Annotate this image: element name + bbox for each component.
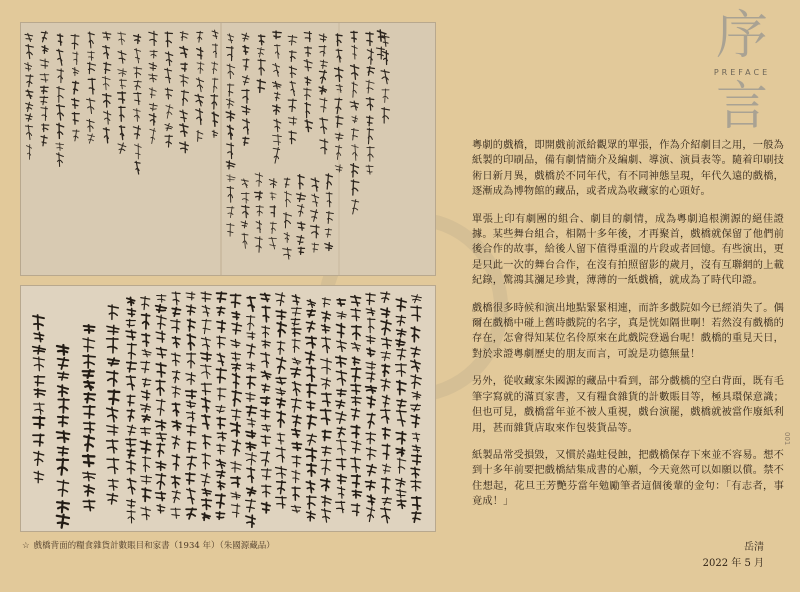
- preface-body: [472, 138, 784, 522]
- title-char-2: 言: [715, 77, 768, 137]
- document-photo-letter: [20, 285, 436, 532]
- handwriting-ledger-image: [21, 23, 435, 275]
- paragraph: 另外，從收藏家朱國源的藏品中看到，部分戲橋的空白背面，既有毛筆字寫就的滿頁家書，又有糧食雜貨的計數賬目等，極具環保意識；但也可見，戲橋當年並不被人重視，戲台演罷，戲橋就被當作廢紙利用，甚而雜貨店取來作包裝貨品等。: [472, 376, 784, 434]
- paragraph: 紙製品常受損毀，又慣於蟲蛀侵蝕，把戲橋保存下來並不容易。想不到十多年前要把戲橋結集成書的心願，今天竟然可以如願以償。禁不住想起，花旦王芳艷芬當年勉勵筆者這個後輩的金句：「有志者，事竟成！」: [472, 449, 784, 508]
- title-english: PREFACE: [713, 68, 771, 77]
- document-photo-ledger: [20, 22, 436, 276]
- title-char-1: 序: [715, 6, 768, 66]
- paragraph: 粵劇的戲橋，即開戲前派給觀眾的單張，作為介紹劇目之用，一般為紙製的印刷品，備有劇情簡介及編劇、導演、演員表等。隨着印刷技術日新月異，戲橋於不同年代，有不同神態呈現，年代久遠的戲橋，逐漸成為博物館的藏品，或者成為收藏家的心頭好。: [472, 140, 784, 198]
- signature-block: [703, 540, 764, 572]
- handwriting-letter-image: [21, 286, 435, 531]
- title-block: [696, 6, 788, 137]
- paragraph: 戲橋很多時候和演出地點緊緊相連，而許多戲院如今已經消失了。偶爾在戲橋中碰上舊時戲院的名字，真是恍如隔世啊！若然沒有戲橋的存在，怎會得知某位名伶原來在此戲院登過台呢！戲橋的重見天日，對於求證粵劇歷史的朋友而言，可說是功德無量！: [472, 302, 784, 360]
- photo-caption: [22, 539, 442, 551]
- paragraph: 單張上印有劇團的組合、劇目的劇情，成為粵劇追根溯源的絕佳證據。某些舞台組合，相隔十多年後，才再聚首，戲橋就保留了他們前後合作的故事，給後人留下值得重溫的片段或者回憶。有些演出，更是只此一次的舞台合作，在沒有拍照留影的歲月，沒有互聯網的上載紀錄，驚鴻其瀰足珍貴，薄薄的一紙戲橋，就成為了時代印證。: [472, 213, 784, 287]
- page-number: 001: [783, 432, 791, 446]
- caption-text: 戲橋背面的糧食雜貨計數賬目和家書（1934 年）（朱國源藏品）: [33, 541, 275, 551]
- author-name: 岳清: [744, 542, 764, 553]
- signature-date: 2022 年 5 月: [702, 558, 764, 569]
- star-icon: ☆: [22, 541, 30, 551]
